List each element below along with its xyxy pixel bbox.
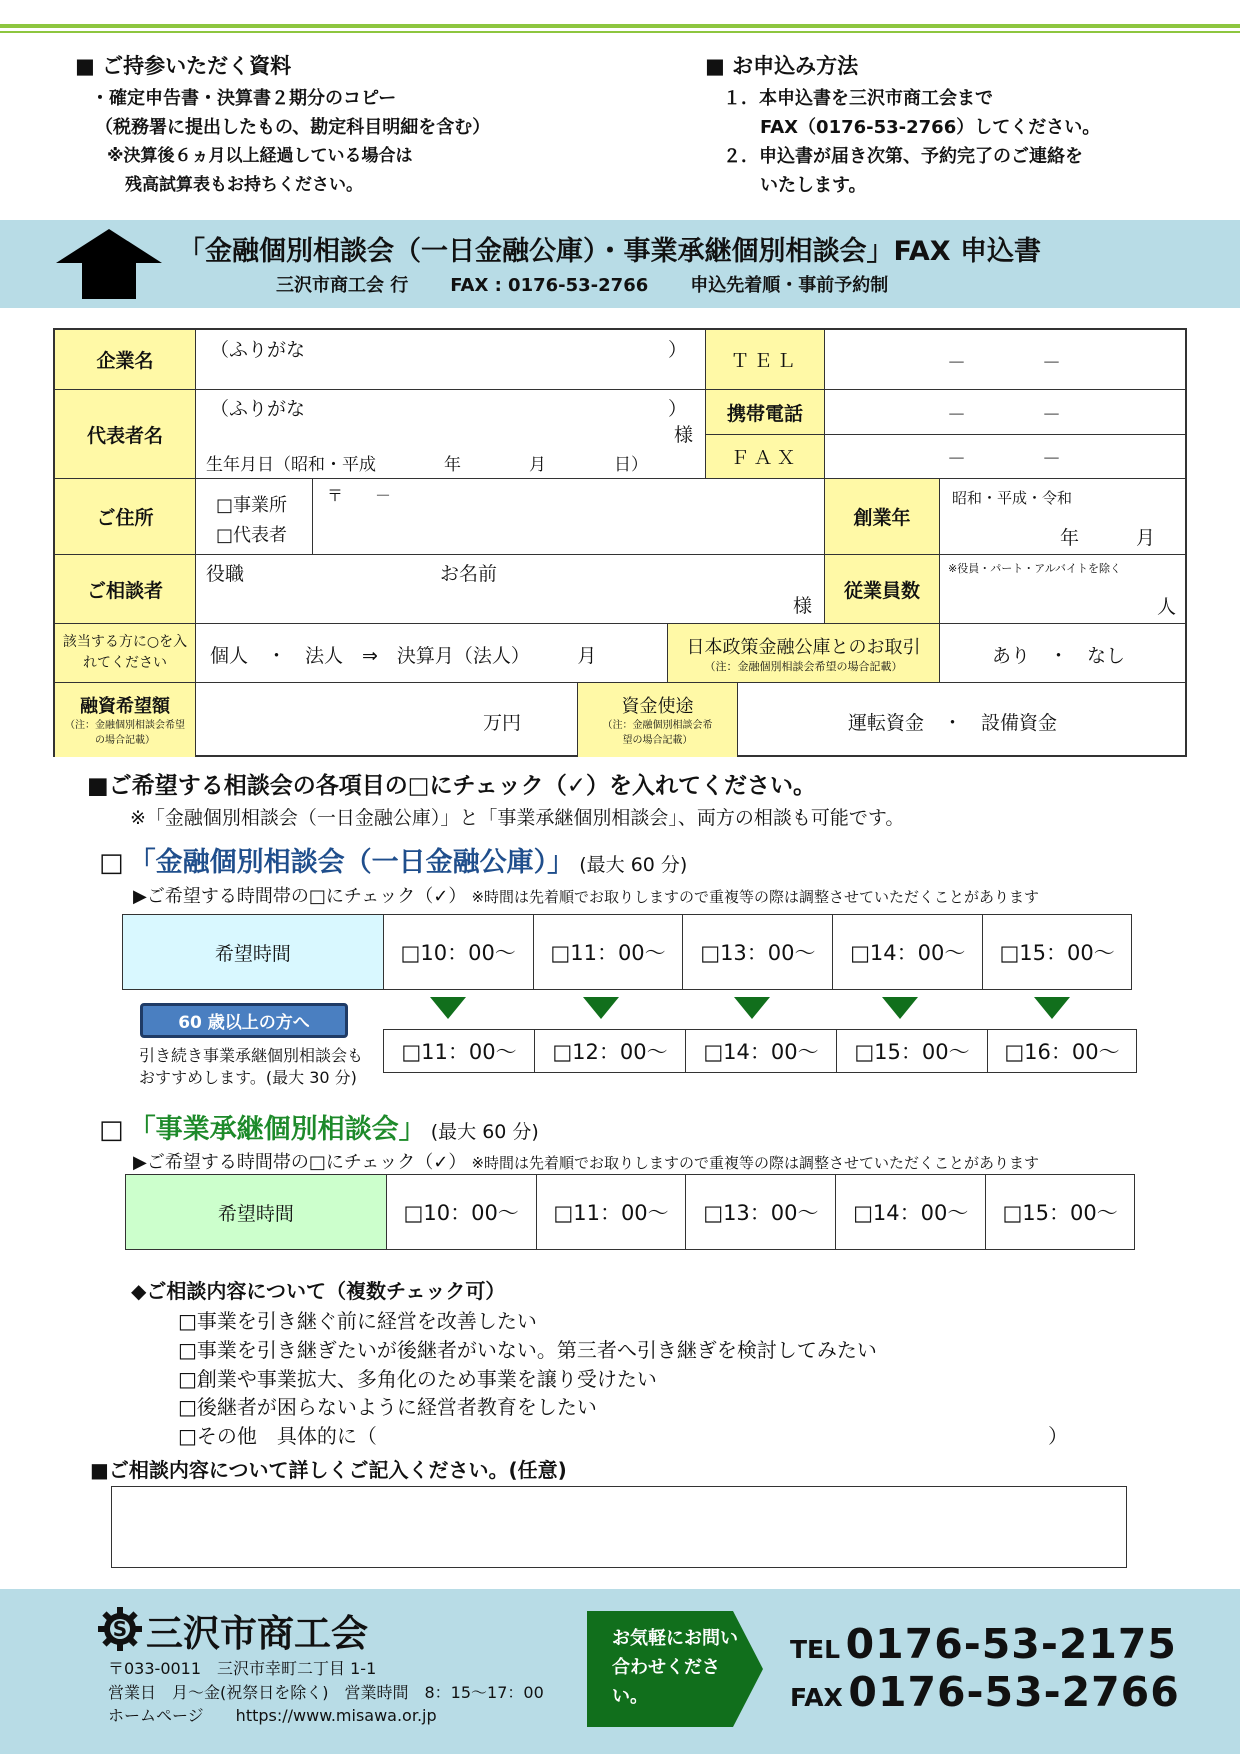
succession-time-label: 希望時間: [126, 1175, 387, 1249]
fund-use-label: 資金使途 （注：金融個別相談会希望の場合記載）: [578, 683, 738, 757]
topic-option[interactable]: □事業を引き継ぎたいが後継者がいない。第三者へ引き継ぎを検討してみたい: [178, 1338, 877, 1362]
footer-fax: FAX 0176-53-2766: [790, 1668, 1180, 1716]
finance-title: 「金融個別相談会（一日金融公庫）」: [128, 847, 575, 878]
finance-time-table: [122, 914, 1132, 990]
loan-amount-input[interactable]: 万円: [196, 683, 578, 757]
contact-callout-text: お気軽にお問い合わせください。: [612, 1628, 738, 1707]
entity-type-field[interactable]: 個人 ・ 法人 ⇒ 決算月（法人） 月: [196, 624, 668, 683]
form-title: 「金融個別相談会（一日金融公庫）・事業承継個別相談会」FAX 申込書: [178, 236, 1041, 267]
down-triangle-icon: [734, 997, 770, 1019]
succession-slot[interactable]: □10：00～: [387, 1175, 537, 1249]
materials-line: ※決算後６ヵ月以上経過している場合は: [107, 146, 413, 166]
jfc-yes-no[interactable]: あり ・ なし: [940, 624, 1187, 683]
succession-slot[interactable]: □15：00～: [1002, 1201, 1118, 1225]
materials-title: ■ ご持参いただく資料: [75, 54, 292, 78]
employees-label: 従業員数: [825, 555, 940, 624]
succession-duration: (最大 60 分): [430, 1121, 539, 1143]
fund-use-options[interactable]: 運転資金 ・ 設備資金: [848, 712, 1058, 734]
tel-label: ＴＥＬ: [706, 330, 825, 390]
succession-title: 「事業承継個別相談会」: [128, 1114, 426, 1145]
materials-line: ・確定申告書・決算書２期分のコピー: [91, 88, 397, 109]
apply-method-section: [705, 50, 1100, 200]
succession-instruction: ▶ご希望する時間帯の□にチェック（✓） ※時間は先着順でお取りしますので重複等の際は調整させていただくことがあります: [133, 1152, 1040, 1173]
jfc-label: 日本政策金融公庫とのお取引 （注：金融個別相談会希望の場合記載）: [668, 624, 940, 683]
finance-slot[interactable]: □10：00～: [384, 915, 534, 989]
check-heading: ■ご希望する相談会の各項目の□にチェック（✓）を入れてください。: [87, 773, 817, 799]
follow-time-table: [383, 1029, 1137, 1073]
apply-method-title: ■ お申込み方法: [705, 54, 859, 78]
address-option-representative[interactable]: □代表者: [216, 525, 288, 546]
succession-consultation-header: [99, 1107, 539, 1146]
apply-step: ２．申込書が届き次第、予約完了のご連絡を: [723, 146, 1083, 167]
follow-slot[interactable]: □16：00～: [1004, 1040, 1120, 1064]
fax-label: ＦＡＸ: [706, 435, 825, 479]
representative-label: 代表者名: [55, 390, 196, 479]
finance-checkbox[interactable]: □: [99, 848, 124, 878]
detail-heading: ■ご相談内容について詳しくご記入ください。(任意): [90, 1458, 567, 1482]
down-triangle-icon: [430, 997, 466, 1019]
address-option-office[interactable]: □事業所: [216, 495, 288, 516]
consultant-label: ご相談者: [55, 555, 196, 624]
apply-step: FAX（0176-53-2766）してください。: [760, 117, 1101, 138]
loan-amount-label: 融資希望額 （注：金融個別相談会希望の場合記載）: [55, 683, 196, 757]
up-arrow-icon: [56, 229, 162, 299]
founded-input[interactable]: 昭和・平成・令和 年 月: [940, 479, 1187, 555]
footer-address: 〒033-0011 三沢市幸町二丁目 1-1: [108, 1659, 377, 1678]
footer-website[interactable]: ホームページ https://www.misawa.or.jp: [108, 1706, 437, 1725]
topic-option[interactable]: □創業や事業拡大、多角化のため事業を譲り受けたい: [178, 1367, 657, 1391]
down-triangle-icon: [1034, 997, 1070, 1019]
follow-slot[interactable]: □11：00～: [384, 1030, 535, 1072]
fax-input[interactable]: － －: [825, 435, 1187, 479]
materials-section: [75, 50, 490, 200]
consultant-input[interactable]: 役職 お名前 様: [196, 555, 825, 624]
finance-slot[interactable]: □15：00～: [999, 941, 1115, 965]
footer-hours: 営業日 月～金(祝祭日を除く) 営業時間 8：15～17：00: [108, 1683, 544, 1702]
apply-step: １．本申込書を三沢市商工会まで: [723, 88, 993, 109]
footer-tel: TEL 0176-53-2175: [790, 1620, 1177, 1668]
topic-option[interactable]: □後継者が困らないように経営者教育をしたい: [178, 1395, 597, 1419]
finance-duration: (最大 60 分): [579, 854, 688, 876]
succession-slot[interactable]: □13：00～: [686, 1175, 836, 1249]
succession-slot[interactable]: □14：00～: [836, 1175, 986, 1249]
down-triangle-icon: [882, 997, 918, 1019]
succession-slot[interactable]: □11：00～: [537, 1175, 687, 1249]
tel-input[interactable]: － －: [825, 330, 1187, 390]
top-accent-bar: [0, 24, 1240, 28]
svg-text:S: S: [112, 1617, 128, 1641]
top-accent-line: [0, 31, 1240, 33]
topic-option[interactable]: □事業を引き継ぐ前に経営を改善したい: [178, 1309, 537, 1333]
topic-option[interactable]: □その他 具体的に（: [178, 1424, 377, 1448]
finance-consultation-header: [99, 840, 687, 879]
detail-textarea[interactable]: [111, 1486, 1127, 1568]
follow-recommendation: 引き続き事業承継個別相談会も おすすめします。(最大 30 分): [139, 1046, 364, 1087]
address-type-options: [196, 479, 313, 555]
mobile-label: 携帯電話: [706, 390, 825, 435]
finance-instruction: ▶ご希望する時間帯の□にチェック（✓） ※時間は先着順でお取りしますので重複等の際は調整させていただくことがあります: [133, 886, 1040, 907]
mobile-input[interactable]: － －: [825, 390, 1187, 435]
address-input[interactable]: 〒 －: [313, 479, 825, 555]
materials-line: 残高試算表もお持ちください。: [125, 175, 363, 195]
square-bullet-icon: ■: [75, 54, 103, 78]
down-triangle-icon: [583, 997, 619, 1019]
circle-instruction-label: 該当する方に○を入れてください: [55, 624, 196, 683]
finance-time-label: 希望時間: [123, 915, 384, 989]
application-form: [53, 328, 1187, 757]
topics-heading: ◆ご相談内容について（複数チェック可）: [131, 1279, 506, 1303]
follow-slot[interactable]: □12：00～: [535, 1030, 686, 1072]
chamber-logo-icon: [97, 1606, 143, 1652]
org-name: 三沢市商工会: [146, 1612, 368, 1655]
finance-slot[interactable]: □11：00～: [534, 915, 684, 989]
company-input[interactable]: （ふりがな ）: [196, 330, 706, 390]
company-label: 企業名: [55, 330, 196, 390]
materials-line: （税務署に提出したもの、勘定科目明細を含む）: [95, 117, 491, 138]
topic-other-close: ）: [1048, 1424, 1068, 1448]
square-bullet-icon: ■: [705, 54, 733, 78]
apply-step: いたします。: [760, 175, 867, 196]
address-label: ご住所: [55, 479, 196, 555]
representative-input[interactable]: （ふりがな ） 様 生年月日（昭和・平成 年 月 日）: [196, 390, 706, 479]
employees-input[interactable]: ※役員・パート・アルバイトを除く 人: [940, 555, 1187, 624]
succession-time-table: [125, 1174, 1135, 1250]
banner-subtitle: 三沢市商工会 行 FAX : 0176-53-2766 申込先着順・事前予約制: [276, 275, 889, 296]
succession-checkbox[interactable]: □: [99, 1115, 124, 1145]
finance-slot[interactable]: □14：00～: [833, 915, 983, 989]
age-60-badge: 60 歳以上の方へ: [140, 1003, 348, 1038]
follow-slot[interactable]: □15：00～: [837, 1030, 988, 1072]
follow-slot[interactable]: □14：00～: [686, 1030, 837, 1072]
birthdate-field: 生年月日（昭和・平成 年 月 日）: [206, 455, 648, 475]
check-note: ※「金融個別相談会（一日金融公庫）」と「事業承継個別相談会」、両方の相談も可能です。: [130, 807, 905, 829]
founded-label: 創業年: [825, 479, 940, 555]
finance-slot[interactable]: □13：00～: [683, 915, 833, 989]
